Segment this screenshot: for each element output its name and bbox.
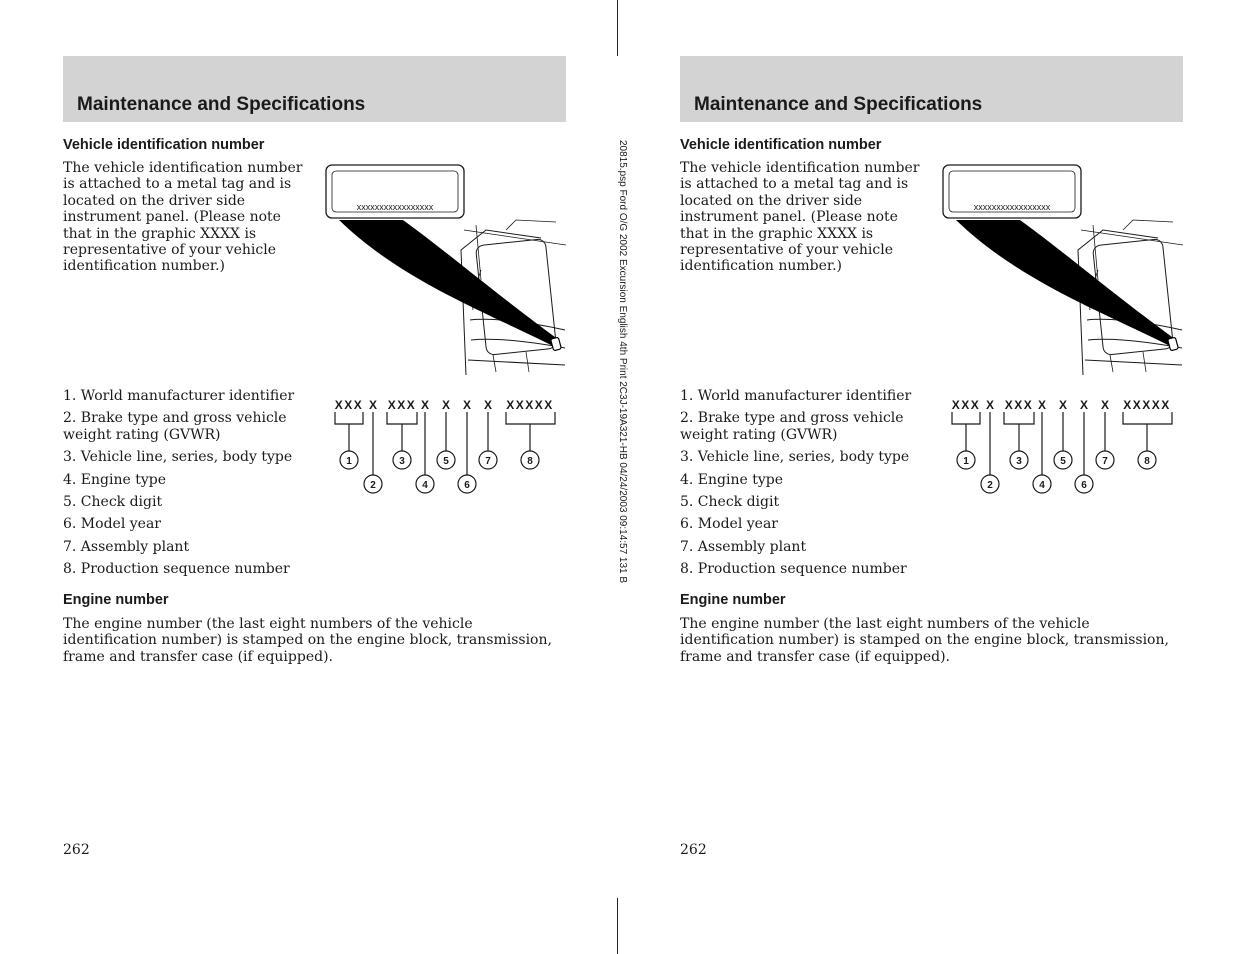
callout-number: 4 (422, 480, 428, 491)
fold-line-top (617, 0, 618, 56)
vin-description: The vehicle identification number is attached to a metal tag and is located on the driver side instrument panel. (Please note that in the graphic XXXX is representative of your vehicle identification number.) (63, 160, 303, 275)
vin-group-label: X (420, 398, 430, 412)
vin-breakdown-diagram (333, 394, 565, 498)
vin-description: The vehicle identification number is attached to a metal tag and is located on the driver side instrument panel. (Please note that in the graphic XXXX is representative of your vehicle identification number.) (680, 160, 920, 275)
legend-item: 7. Assembly plant (63, 538, 190, 555)
callout-number: 8 (527, 456, 533, 467)
legend-item: 8. Production sequence number (63, 561, 290, 578)
callout-number: 3 (399, 456, 405, 467)
legend-item: 6. Model year (63, 516, 161, 533)
callout-number: 6 (1081, 480, 1087, 491)
vin-tag-illustration (321, 160, 566, 375)
vin-breakdown-diagram (950, 394, 1182, 498)
print-slug: 20815.psp Ford O/G 2002 Excursion English 4th Print 2C3J-19A321-HB 04/24/2003 09:14:57 131 B (617, 140, 628, 584)
callout-number: 1 (346, 456, 352, 467)
vin-group-label: X (483, 398, 493, 412)
page-number: 262 (63, 842, 90, 858)
legend-item: 5. Check digit (63, 494, 163, 511)
vin-legend (680, 388, 942, 584)
vin-group-label: XXX (951, 398, 981, 412)
legend-item: 8. Production sequence number (680, 561, 907, 578)
legend-item: 1. World manufacturer identifier (680, 388, 912, 404)
vin-section-title: Vehicle identification number (63, 137, 265, 153)
vin-group-label: X (1037, 398, 1047, 412)
vin-group-label: X (985, 398, 995, 412)
header-band (680, 56, 1183, 122)
legend-item: 5. Check digit (680, 494, 780, 511)
left-page (63, 0, 567, 954)
vin-group-label: X (441, 398, 451, 412)
fold-line-bottom (617, 898, 618, 954)
engine-section-title: Engine number (680, 592, 786, 608)
vin-tag-plate (326, 165, 464, 218)
vin-group-label: X (1079, 398, 1089, 412)
vin-legend (63, 388, 325, 584)
page-number: 262 (680, 842, 707, 858)
page-title: Maintenance and Specifications (694, 94, 983, 115)
engine-section-title: Engine number (63, 592, 169, 608)
vin-group-label: X (1058, 398, 1068, 412)
vin-group-label: X (462, 398, 472, 412)
right-page (680, 0, 1184, 954)
callout-number: 5 (1060, 456, 1066, 467)
callout-number: 1 (963, 456, 969, 467)
callout-number: 2 (370, 480, 376, 491)
header-band (63, 56, 566, 122)
vin-group-label: XXXXX (506, 398, 554, 412)
callout-number: 4 (1039, 480, 1045, 491)
page-title: Maintenance and Specifications (77, 94, 366, 115)
callout-number: 3 (1016, 456, 1022, 467)
vin-group-label: X (368, 398, 378, 412)
vin-tag-text: xxxxxxxxxxxxxxxxx (356, 202, 434, 212)
vin-group-label: XXX (1004, 398, 1034, 412)
legend-item: 7. Assembly plant (680, 538, 807, 555)
callout-number: 2 (987, 480, 993, 491)
vin-group-label: X (1100, 398, 1110, 412)
legend-item: 6. Model year (680, 516, 778, 533)
legend-item: 3. Vehicle line, series, body type (680, 449, 910, 466)
callout-number: 5 (443, 456, 449, 467)
engine-description: The engine number (the last eight numbers of the vehicle identification number) is stamped on the engine block, transmission, frame and transfer case (if equipped). (680, 616, 1169, 665)
legend-item: 2. Brake type and gross vehicle weight rating (GVWR) (63, 410, 287, 443)
legend-item: 2. Brake type and gross vehicle weight rating (GVWR) (680, 410, 904, 443)
vin-section-title: Vehicle identification number (680, 137, 882, 153)
vin-group-label: XXX (334, 398, 364, 412)
legend-item: 1. World manufacturer identifier (63, 388, 295, 404)
vin-tag-illustration (938, 160, 1183, 375)
callout-number: 7 (485, 456, 491, 467)
callout-number: 8 (1144, 456, 1150, 467)
legend-item: 3. Vehicle line, series, body type (63, 449, 293, 466)
legend-item: 4. Engine type (680, 471, 784, 488)
vin-tag-plate (943, 165, 1081, 218)
callout-number: 7 (1102, 456, 1108, 467)
legend-item: 4. Engine type (63, 471, 167, 488)
vin-group-label: XXX (387, 398, 417, 412)
callout-number: 6 (464, 480, 470, 491)
vin-tag-text: xxxxxxxxxxxxxxxxx (973, 202, 1051, 212)
engine-description: The engine number (the last eight numbers of the vehicle identification number) is stamped on the engine block, transmission, frame and transfer case (if equipped). (63, 616, 552, 665)
vin-group-label: XXXXX (1123, 398, 1171, 412)
